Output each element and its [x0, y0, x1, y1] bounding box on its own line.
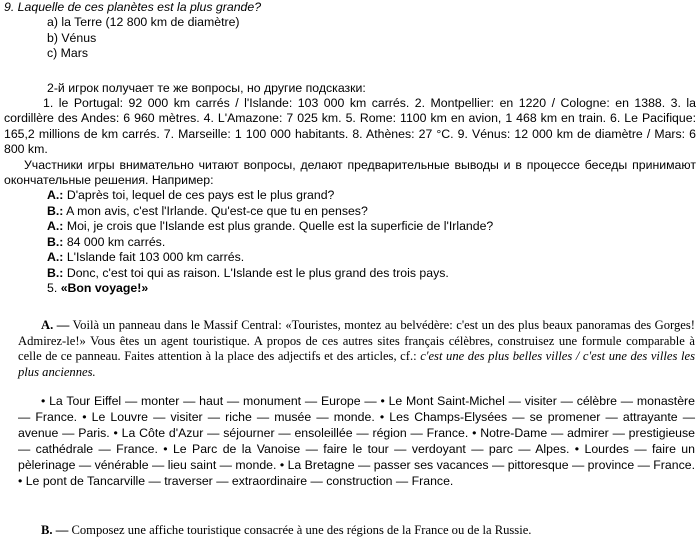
exercise-b-text: Composez une affiche touristique consacrée à une des régions de la France ou de la Russie. — [68, 523, 532, 537]
dialogue-speaker: B.: — [47, 203, 64, 218]
exercise-b-paragraph — [18, 523, 695, 539]
dialogue-speaker: B.: — [47, 234, 64, 249]
player2-intro: 2-й игрок получает те же вопросы, но другие подсказки: — [47, 80, 366, 95]
dialogue-text: Moi, je crois que l'Islande est plus grande. Quelle est la superficie de l'Irlande? — [63, 219, 494, 234]
dialogue-line — [4, 235, 696, 250]
section-5-title: «Bon voyage!» — [60, 280, 149, 295]
dialogue-line — [4, 204, 696, 219]
participants-paragraph: Участники игры внимательно читают вопросы, делают предварительные выводы и в процессе беседы принимают окончательные решения. Например: — [4, 157, 696, 188]
exercise-a — [18, 318, 695, 380]
dialogue-text: Donc, c'est toi qui as raison. L'Islande est le plus grand des trois pays. — [63, 265, 449, 280]
exercise-a-example: c'est une des plus belles villes / c'est une des villes les plus anciennes. — [18, 349, 695, 379]
dialogue-text: L'Islande fait 103 000 km carrés. — [63, 250, 245, 265]
exercise-b-label: B. — — [41, 523, 69, 537]
dialogue-speaker: A.: — [47, 188, 64, 203]
dialogue-speaker: A.: — [47, 219, 64, 234]
question-9-option-a: a) la Terre (12 800 km de diamètre) — [47, 15, 240, 30]
dialogue-speaker: B.: — [47, 265, 64, 280]
question-9-option-c: c) Mars — [47, 46, 88, 61]
question-9-title: 9. Laquelle de ces planètes est la plus grande? — [4, 0, 262, 14]
sans-block — [4, 0, 696, 296]
dialogue-text: A mon avis, c'est l'Irlande. Qu'est-ce que tu en penses? — [63, 203, 368, 218]
exercise-a-paragraph — [18, 318, 695, 380]
sites-paragraph: • La Tour Eiffel — monter — haut — monument — Europe — • Le Mont Saint-Michel — visiter — célèbre — monastère — France. • Le Louvre — visiter — riche — musée — monde. • Les Champs-Elysées — se promener — attrayante — avenue — Paris. • La Côte d'Azur — séjourner — ensoleillée — région — France. • Notre-Dame — admirer — prestigieuse — cathédrale — France. • Le Parc de la Vanoise — faire le tour — verdoyant — parc — Alpes. • Lourdes — faire un pèlerinage — vénérable — lieu saint — monde. • La Bretagne — passer ses vacances — pittoresque — province — France. • Le pont de Tancarville — traverser — extraordinaire — construction — France. — [18, 394, 695, 488]
exercise-a-label: A. — — [41, 318, 70, 332]
dialogue-line — [4, 250, 696, 265]
dialogue-text: D'après toi, lequel de ces pays est le plus grand? — [63, 188, 335, 203]
sites-block — [18, 393, 695, 489]
dialogue-line — [4, 188, 696, 203]
dialogue-speaker: A.: — [47, 250, 64, 265]
exercise-a-text: Voilà un panneau dans le Massif Central: «Touristes, montez au belvédère: c'est un des plus beaux panoramas des Gorges! Admirez-le!» Vous êtes un agent touristique. A propos de ces autres sites français célèbres, construisez une formule comparable à celle de ce panneau. Faites attention à la place des adjectifs et des articles, cf.: — [18, 318, 695, 364]
dialogue-line — [4, 219, 696, 234]
section-5-heading — [4, 281, 696, 296]
question-9-option-b: b) Vénus — [47, 30, 97, 45]
player2-hints: 1. le Portugal: 92 000 km carrés / l'Islande: 103 000 km carrés. 2. Montpellier: en 1220 / Cologne: en 1388. 3. la cordillère des Andes: 6 960 mètres. 4. L'Amazone: 7 025 km. 5. Rome: 1100 km en avion, 1 468 km en train. 6. Le Pacifique: 165,2 millions de km carrés. 7. Marseille: 1 100 000 habitants. 8. Athènes: 27 °C. 9. Vénus: 12 000 km de diamètre / Mars: 6 800 km. — [4, 96, 696, 157]
exercise-b — [18, 523, 695, 539]
dialogue-line — [4, 266, 696, 281]
dialogue-text: 84 000 km carrés. — [63, 234, 166, 249]
section-5-number: 5. — [47, 280, 61, 295]
